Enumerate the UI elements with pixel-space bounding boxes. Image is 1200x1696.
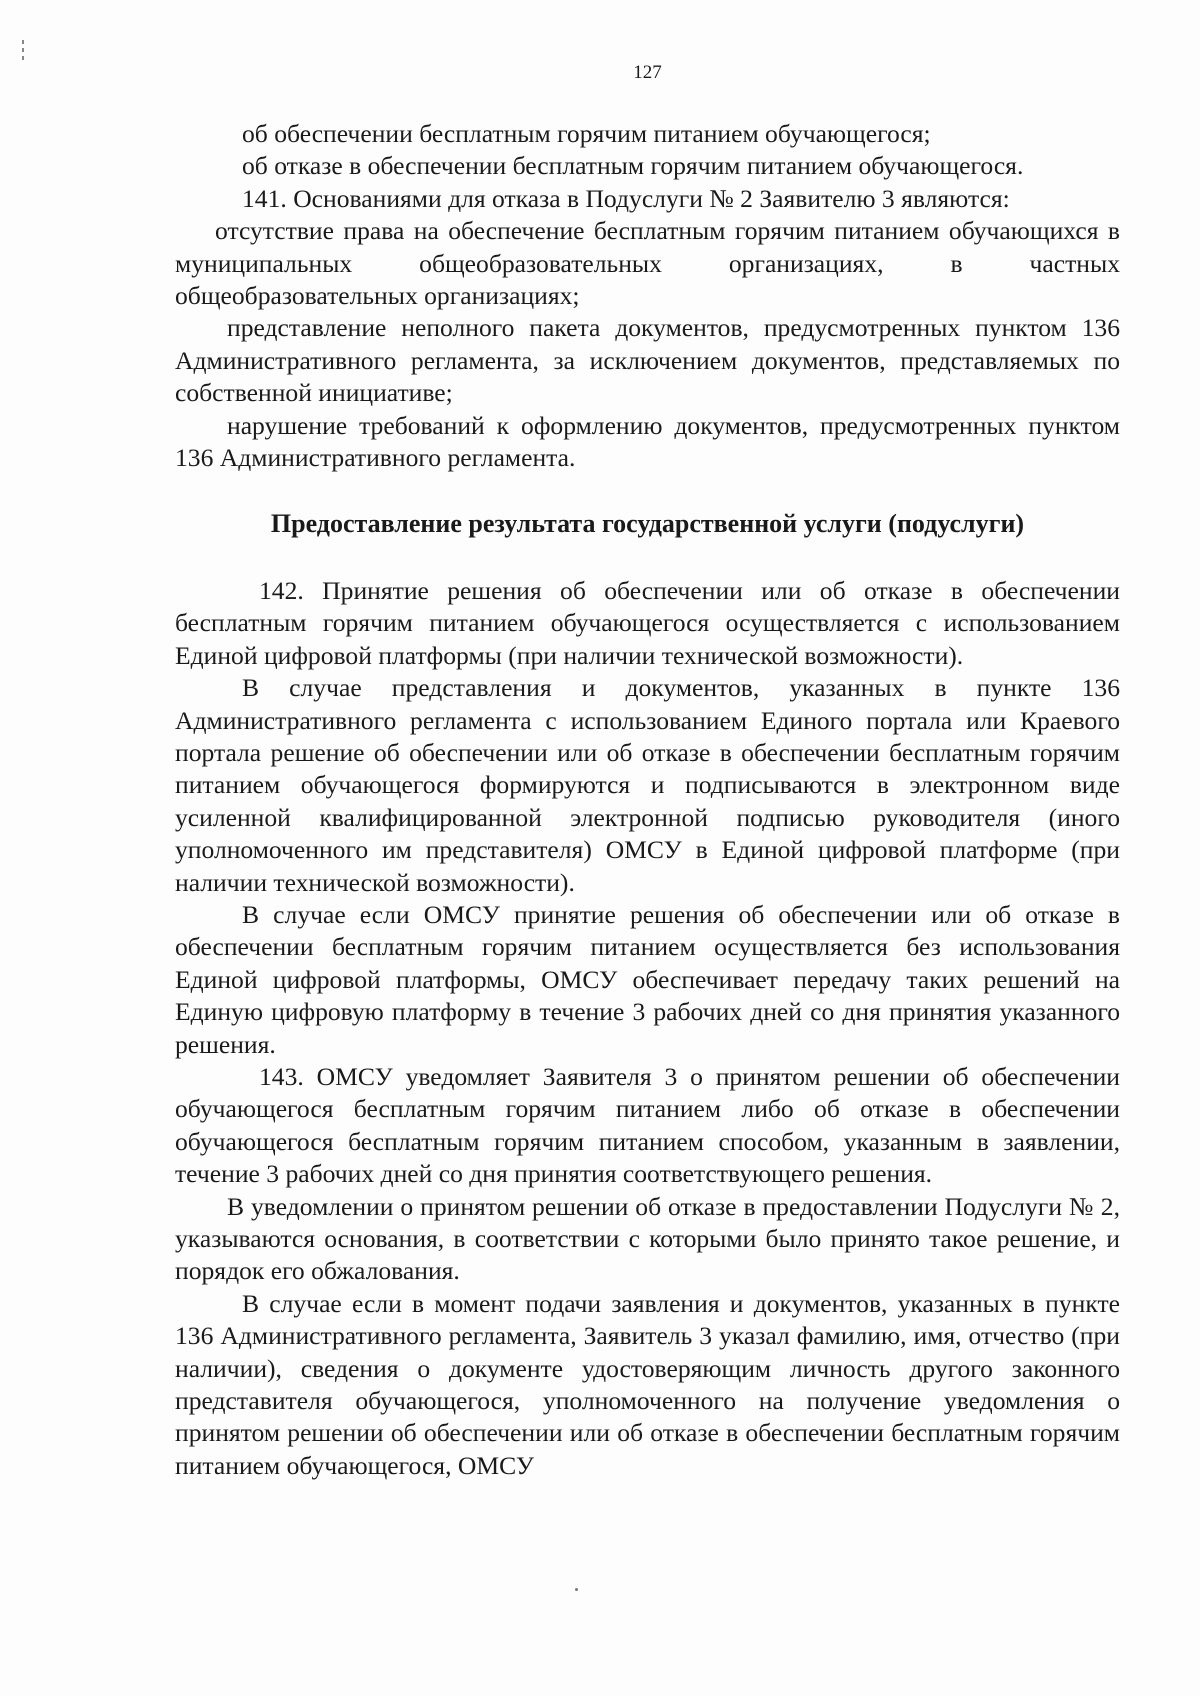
page-number: 127 xyxy=(633,62,662,83)
paragraph: нарушение требований к оформлению документов, предусмотренных пунктом 136 Административного регламента. xyxy=(175,410,1120,473)
paragraph: В уведомлении о принятом решении об отказе в предоставлении Подуслуги № 2, указываются основания, в соответствии с которыми было принято такое решение, и порядок его обжалования. xyxy=(175,1191,1120,1286)
scan-margin-mark xyxy=(22,40,24,62)
paragraph: 141. Основаниями для отказа в Подуслуги № 2 Заявителю 3 являются: xyxy=(242,183,1010,213)
document-body xyxy=(175,118,1120,1482)
paragraph: В случае если в момент подачи заявления и документов, указанных в пункте 136 Административного регламента, Заявитель 3 указал фамилию, имя, отчество (при наличии), сведения о документе удостоверяющим личность другого законного представителя обучающегося, уполномоченного на получение уведомления о принятом решении об обеспечении или об отказе в обеспечении бесплатным горячим питанием обучающегося, ОМСУ xyxy=(175,1288,1120,1480)
paragraph: 142. Принятие решения об обеспечении или об отказе в обеспечении бесплатным горячим питанием обучающегося осуществляется с использованием Единой цифровой платформы (при наличии технической возможности). xyxy=(175,575,1120,670)
section-heading: Предоставление результата государственной услуги (подуслуги) xyxy=(270,509,1025,539)
paragraph: об отказе в обеспечении бесплатным горячим питанием обучающегося. xyxy=(242,151,1024,181)
paragraph: В случае если ОМСУ принятие решения об обеспечении или об отказе в обеспечении бесплатным горячим питанием осуществляется без использования Единой цифровой платформы, ОМСУ обеспечивает передачу таких решений на Единую цифровую платформу в течение 3 рабочих дней со дня принятия указанного решения. xyxy=(175,899,1120,1059)
paragraph: В случае представления и документов, указанных в пункте 136 Административного регламента с использованием Единого портала или Краевого портала решение об обеспечении или об отказе в обеспечении бесплатным горячим питанием обучающегося формируются и подписываются в электронном виде усиленной квалифицированной электронной подписью руководителя (иного уполномоченного им представителя) ОМСУ в Единой цифровой платформе (при наличии технической возможности). xyxy=(175,673,1120,897)
paragraph: представление неполного пакета документов, предусмотренных пунктом 136 Административного регламента, за исключением документов, представляемых по собственной инициативе; xyxy=(175,313,1120,408)
paragraph: 143. ОМСУ уведомляет Заявителя 3 о принятом решении об обеспечении обучающегося бесплатным горячим питанием либо об отказе в обеспечении обучающегося бесплатным горячим питанием способом, указанным в заявлении, течение 3 рабочих дней со дня принятия соответствующего решения. xyxy=(175,1061,1120,1189)
paragraph: об обеспечении бесплатным горячим питанием обучающегося; xyxy=(242,119,931,148)
scan-speck xyxy=(575,1588,578,1591)
paragraph: отсутствие права на обеспечение бесплатным горячим питанием обучающихся в муниципальных общеобразовательных организациях, в частных общеобразовательных организациях; xyxy=(175,216,1120,311)
